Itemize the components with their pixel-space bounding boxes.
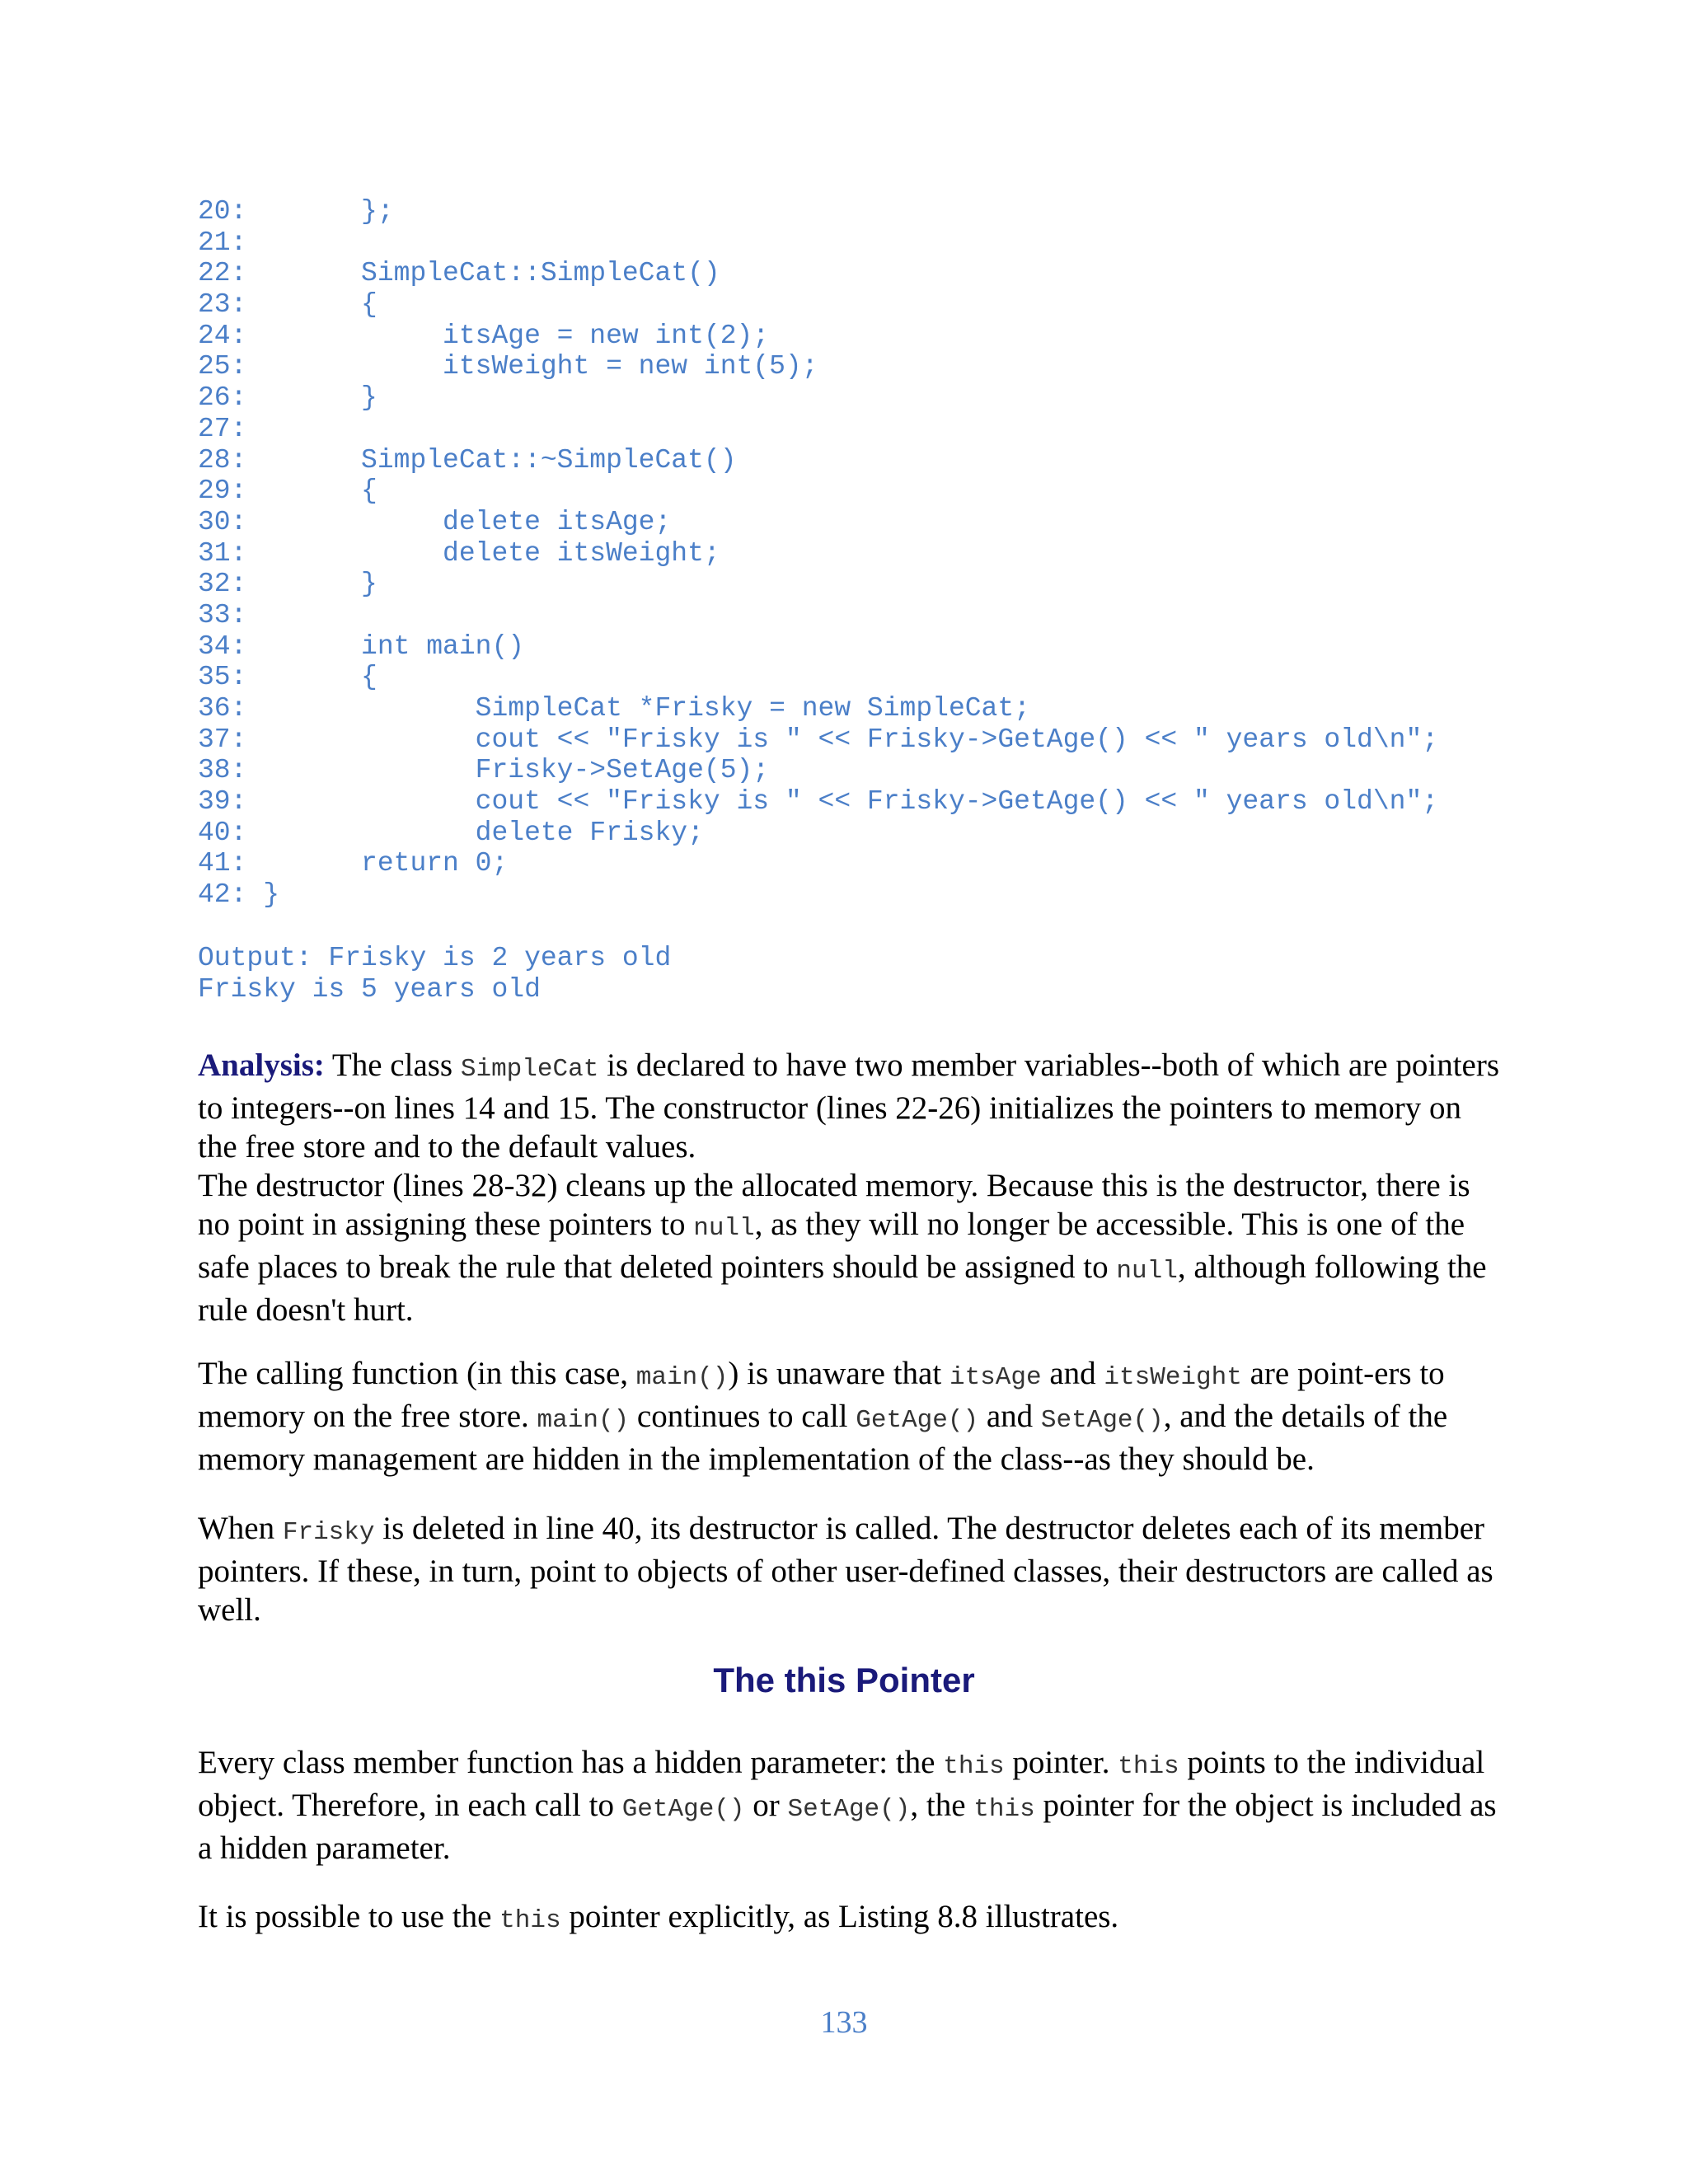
code-line: 37: cout << "Frisky is " << Frisky->GetAge() << " years old\n"; bbox=[198, 724, 1439, 755]
inline-code: main() bbox=[537, 1406, 630, 1435]
inline-code: GetAge() bbox=[856, 1406, 979, 1435]
text-run: The class bbox=[324, 1047, 461, 1083]
code-line: 42: } bbox=[198, 879, 280, 911]
code-line: 34: int main() bbox=[198, 630, 525, 662]
inline-code: null bbox=[1116, 1257, 1178, 1286]
code-line: 35: { bbox=[198, 662, 377, 693]
analysis-label: Analysis: bbox=[198, 1047, 325, 1083]
text-run: points to the individual object. Therefore, in each call to bbox=[198, 1745, 1485, 1823]
this-pointer-paragraph bbox=[198, 1743, 1500, 1868]
inline-code: itsWeight bbox=[1104, 1363, 1242, 1392]
text-run: The calling function (in this case, bbox=[198, 1356, 636, 1391]
text-run: pointer for the object is included as a hidden parameter. bbox=[198, 1788, 1497, 1866]
text-run: It is possible to use the bbox=[198, 1899, 500, 1934]
code-line: 23: { bbox=[198, 289, 377, 321]
text-run: are point-ers to memory on the free store. bbox=[198, 1356, 1445, 1434]
inline-code: this bbox=[943, 1752, 1005, 1781]
inline-code: Frisky bbox=[282, 1518, 375, 1547]
inline-code: itsAge bbox=[949, 1363, 1042, 1392]
program-output bbox=[198, 943, 671, 1005]
code-line: 32: } bbox=[198, 569, 377, 600]
code-line: 40: delete Frisky; bbox=[198, 817, 704, 848]
code-line: 22: SimpleCat::SimpleCat() bbox=[198, 258, 720, 289]
text-run: Every class member function has a hidden parameter: the bbox=[198, 1745, 944, 1780]
code-line: 30: delete itsAge; bbox=[198, 506, 672, 537]
analysis-paragraph bbox=[198, 1046, 1500, 1329]
text-run: , although following the rule doesn't hurt. bbox=[198, 1249, 1487, 1328]
inline-code: SetAge() bbox=[787, 1795, 911, 1824]
text-run: is declared to have two member variables--both of which are pointers to integers--on lines 14 and 15. The constructor (lines 22-26) initializes the pointers to memory on the free store and to the default values. bbox=[198, 1047, 1499, 1165]
code-line: 33: bbox=[198, 599, 247, 630]
output-line: Output: Frisky is 2 years old bbox=[198, 943, 672, 973]
inline-code: SetAge() bbox=[1040, 1406, 1164, 1435]
inline-code: this bbox=[973, 1795, 1035, 1824]
text-run: or bbox=[744, 1788, 788, 1823]
code-line: 27: bbox=[198, 413, 247, 444]
inline-code: GetAge() bbox=[621, 1795, 745, 1824]
output-line: Frisky is 5 years old bbox=[198, 973, 541, 1005]
code-line: 36: SimpleCat *Frisky = new SimpleCat; bbox=[198, 693, 1030, 724]
code-line: 21: bbox=[198, 227, 247, 258]
code-listing bbox=[198, 196, 1438, 911]
code-line: 31: delete itsWeight; bbox=[198, 537, 720, 569]
code-line: 39: cout << "Frisky is " << Frisky->GetAge() << " years old\n"; bbox=[198, 786, 1439, 818]
inline-code: null bbox=[693, 1214, 755, 1243]
frisky-deleted-paragraph bbox=[198, 1509, 1500, 1629]
text-run: , and the details of the memory management are hidden in the implementation of the class--as they should be. bbox=[198, 1399, 1448, 1477]
inline-code: this bbox=[1118, 1752, 1179, 1781]
text-run: and bbox=[1041, 1356, 1104, 1391]
code-line: 41: return 0; bbox=[198, 848, 509, 879]
text-run: , as they will no longer be accessible. This is one of the safe places to break the rule that deleted pointers should be assigned to bbox=[198, 1207, 1465, 1285]
calling-function-paragraph bbox=[198, 1354, 1500, 1479]
code-line: 28: SimpleCat::~SimpleCat() bbox=[198, 444, 737, 476]
code-line: 20: }; bbox=[198, 196, 394, 227]
text-run: is deleted in line 40, its destructor is called. The destructor deletes each of its member pointers. If these, in turn, point to objects of other user-defined classes, their destructors are called as well. bbox=[198, 1511, 1493, 1628]
text-run: pointer. bbox=[1004, 1745, 1118, 1780]
text-run: ) is unaware that bbox=[728, 1356, 950, 1391]
text-run: continues to call bbox=[629, 1399, 856, 1434]
page-number: 133 bbox=[820, 2005, 868, 2040]
code-line: 24: itsAge = new int(2); bbox=[198, 320, 770, 351]
text-run: When bbox=[198, 1511, 283, 1546]
code-line: 38: Frisky->SetAge(5); bbox=[198, 755, 770, 786]
code-line: 26: } bbox=[198, 382, 377, 414]
text-run: The destructor (lines 28-32) cleans up the allocated memory. Because this is the destructor, there is no point in assigning these pointers to bbox=[198, 1168, 1470, 1242]
inline-code: main() bbox=[635, 1363, 729, 1392]
inline-code: this bbox=[499, 1906, 561, 1935]
inline-code: SimpleCat bbox=[460, 1055, 599, 1084]
text-run: pointer explicitly, as Listing 8.8 illustrates. bbox=[560, 1899, 1119, 1934]
section-heading: The this Pointer bbox=[713, 1661, 975, 1699]
explicit-this-paragraph bbox=[198, 1897, 1500, 1940]
text-run: , the bbox=[910, 1788, 974, 1823]
code-line: 29: { bbox=[198, 476, 377, 507]
text-run: and bbox=[978, 1399, 1041, 1434]
code-line: 25: itsWeight = new int(5); bbox=[198, 351, 818, 382]
